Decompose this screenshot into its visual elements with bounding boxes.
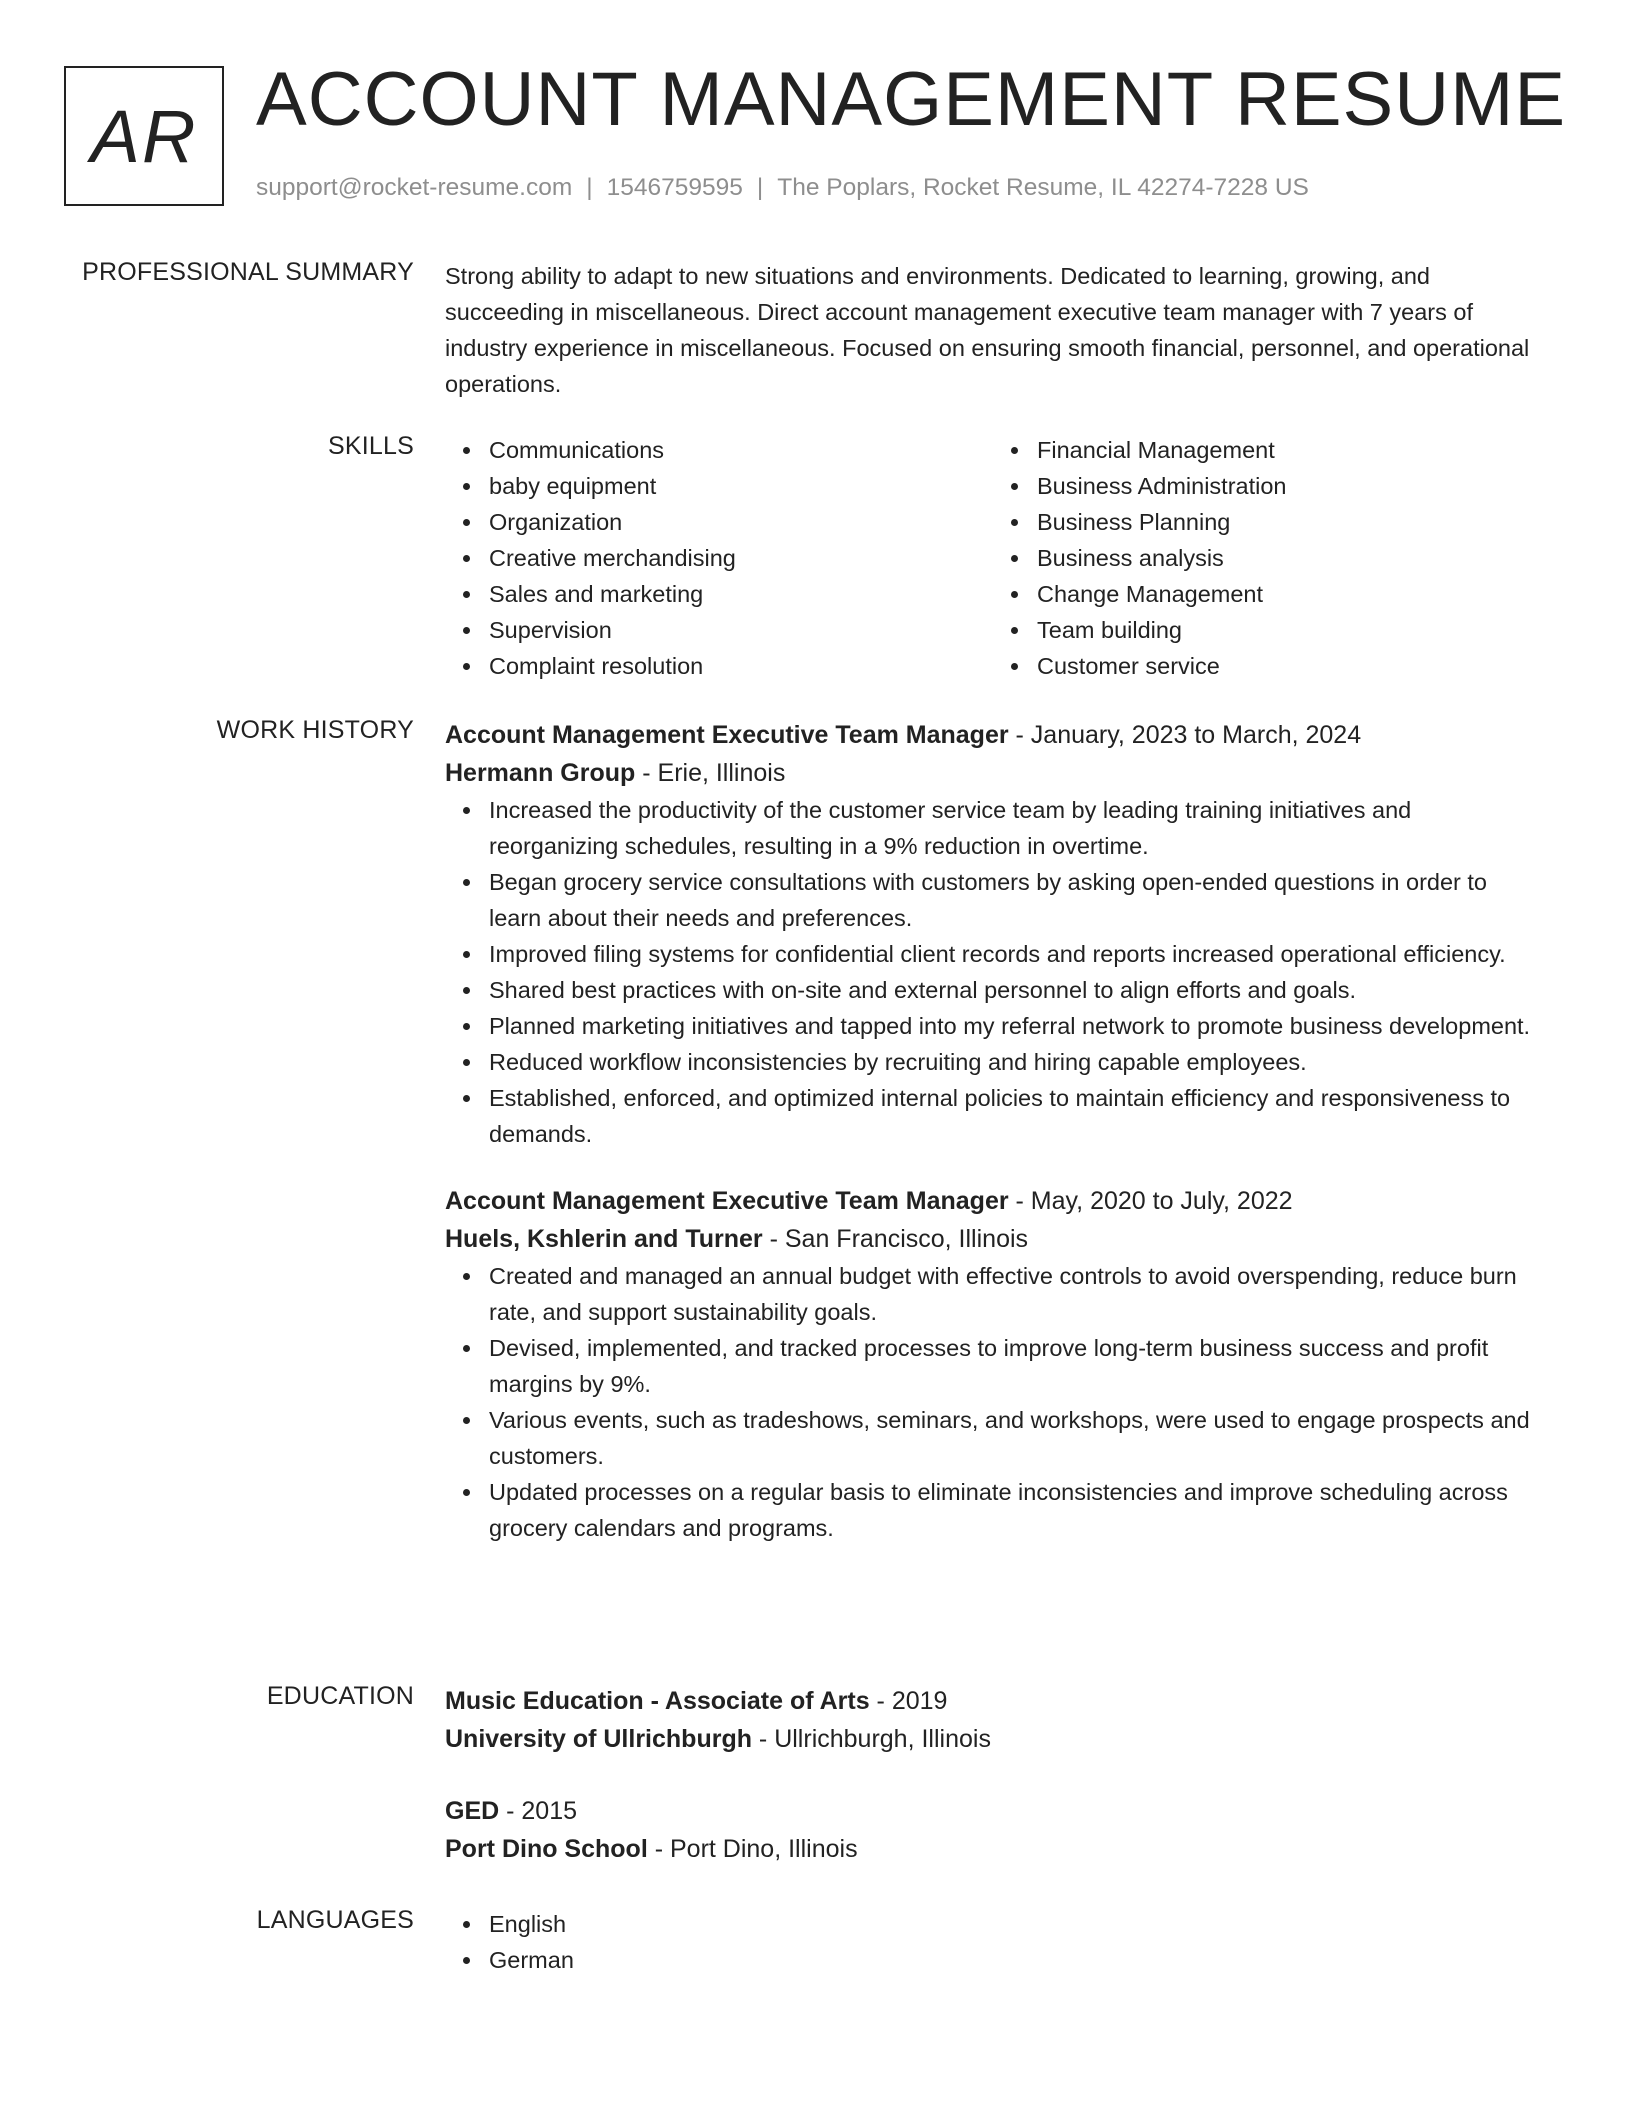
languages-list [445,1906,1545,1978]
job-company-line [445,754,1545,792]
job-company-line [445,1220,1545,1258]
job-bullet: Improved filing systems for confidential client records and reports increased operational efficiency. [445,936,1545,972]
job-dates: - January, 2023 to March, 2024 [1008,721,1362,749]
job-bullet-list [445,792,1545,1152]
education-school-line [445,1720,1545,1758]
monogram-initials: AR [90,94,198,178]
skill-item: Supervision [445,612,993,648]
education-entry [445,1682,1545,1758]
education-degree: GED [445,1797,500,1825]
languages-body [445,1906,1545,1978]
education-degree: Music Education - Associate of Arts [445,1687,870,1715]
education-school-line [445,1830,1545,1868]
job-entry [445,1182,1545,1546]
monogram-badge [64,66,224,206]
education-school: University of Ullrichburgh [445,1725,752,1753]
job-company: Huels, Kshlerin and Turner [445,1225,763,1253]
skill-item: Financial Management [993,432,1541,468]
education-location: - Ullrichburgh, Illinois [751,1725,991,1753]
job-bullet: Began grocery service consultations with customers by asking open-ended questions in order to learn about their needs and preferences. [445,864,1545,936]
contact-separator: | [586,174,593,201]
skill-item: Creative merchandising [445,540,993,576]
resume-title: ACCOUNT MANAGEMENT RESUME [256,57,1567,142]
education-school: Port Dino School [445,1835,648,1863]
skill-item: Team building [993,612,1541,648]
education-body [445,1682,1545,1868]
job-location: - Erie, Illinois [635,759,786,787]
job-location: - San Francisco, Illinois [762,1225,1029,1253]
skill-item: Sales and marketing [445,576,993,612]
job-bullet: Reduced workflow inconsistencies by recruiting and hiring capable employees. [445,1044,1545,1080]
contact-address: The Poplars, Rocket Resume, IL 42274-7228 US [777,174,1309,201]
job-dates: - May, 2020 to July, 2022 [1008,1187,1293,1215]
job-bullet: Various events, such as tradeshows, seminars, and workshops, were used to engage prospects and customers. [445,1402,1545,1474]
skill-item: baby equipment [445,468,993,504]
contact-separator: | [756,174,764,201]
job-bullet: Devised, implemented, and tracked processes to improve long-term business success and profit margins by 9%. [445,1330,1545,1402]
contact-email[interactable]: support@rocket-resume.com [256,174,573,201]
contact-line [256,174,1309,202]
job-company: Hermann Group [445,759,636,787]
skill-item: Change Management [993,576,1541,612]
job-bullet: Established, enforced, and optimized internal policies to maintain efficiency and responsiveness to demands. [445,1080,1545,1152]
summary-body [445,258,1545,402]
skill-item: Organization [445,504,993,540]
language-item: English [445,1906,1545,1942]
work-history-body [445,716,1545,1546]
section-label-work-history: WORK HISTORY [216,716,414,744]
education-entry [445,1792,1545,1868]
section-label-skills: SKILLS [328,432,414,460]
education-degree-line [445,1792,1545,1830]
skills-list-right [993,432,1541,684]
education-location: - Port Dino, Illinois [647,1835,858,1863]
summary-text: Strong ability to adapt to new situations and environments. Dedicated to learning, growing, and succeeding in miscellaneous. Direct account management executive team manager with 7 years of industry experience in miscellaneous. Focused on ensuring smooth financial, personnel, and operational operations. [445,263,1530,397]
job-bullet: Created and managed an annual budget with effective controls to avoid overspending, reduce burn rate, and support sustainability goals. [445,1258,1545,1330]
education-year: - 2019 [869,1687,948,1715]
job-entry [445,716,1545,1152]
contact-phone[interactable]: 1546759595 [606,174,743,201]
job-bullet: Updated processes on a regular basis to eliminate inconsistencies and improve scheduling across grocery calendars and programs. [445,1474,1545,1546]
section-label-education: EDUCATION [266,1682,414,1710]
skills-list-left [445,432,993,684]
education-year: - 2015 [499,1797,578,1825]
job-title-line [445,1182,1545,1220]
language-item: German [445,1942,1545,1978]
job-bullet: Shared best practices with on-site and external personnel to align efforts and goals. [445,972,1545,1008]
skill-item: Business Planning [993,504,1541,540]
skill-item: Business Administration [993,468,1541,504]
skill-item: Complaint resolution [445,648,993,684]
skills-body [445,432,1545,684]
section-label-summary: PROFESSIONAL SUMMARY [82,258,414,286]
job-title: Account Management Executive Team Manager [445,1187,1009,1215]
education-degree-line [445,1682,1545,1720]
job-bullet: Planned marketing initiatives and tapped into my referral network to promote business development. [445,1008,1545,1044]
skill-item: Communications [445,432,993,468]
job-title-line [445,716,1545,754]
job-title: Account Management Executive Team Manager [445,721,1009,749]
section-label-languages: LANGUAGES [256,1906,414,1934]
skill-item: Business analysis [993,540,1541,576]
skill-item: Customer service [993,648,1541,684]
job-bullet-list [445,1258,1545,1546]
job-bullet: Increased the productivity of the customer service team by leading training initiatives and reorganizing schedules, resulting in a 9% reduction in overtime. [445,792,1545,864]
